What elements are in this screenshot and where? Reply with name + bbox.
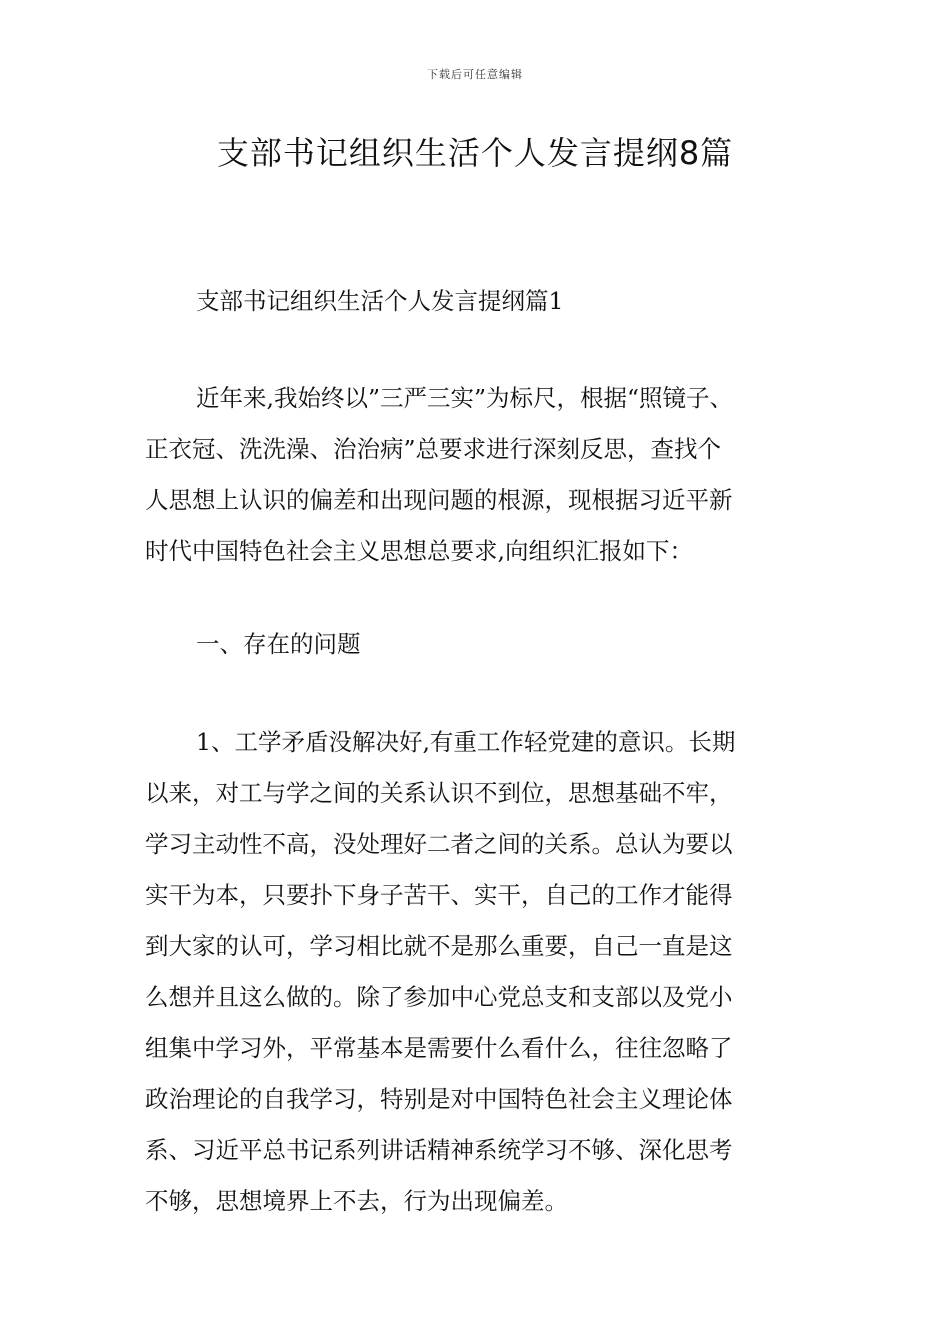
paragraph-line: 人思想上认识的偏差和出现问题的根源，现根据习近平新 xyxy=(145,486,733,514)
subtitle-text: 支部书记组织生活个人发言提纲篇1 xyxy=(196,287,564,315)
section-heading xyxy=(145,619,815,670)
paragraph-line: 组集中学习外，平常基本是需要什么看什么，往往忽略了 xyxy=(145,1034,733,1062)
paragraph-line: 系、习近平总书记系列讲话精神系统学习不够、深化思考 xyxy=(145,1136,733,1164)
section-subtitle xyxy=(145,276,815,327)
paragraph-line: 时代中国特色社会主义思想总要求,向组织汇报如下： xyxy=(145,537,693,565)
paragraph-line: 以来，对工与学之间的关系认识不到位，思想基础不牢， xyxy=(145,779,733,807)
paragraph-line: 学习主动性不高，没处理好二者之间的关系。总认为要以 xyxy=(145,830,733,858)
paragraph-line: 么想并且这么做的。除了参加中心党总支和支部以及党小 xyxy=(145,983,733,1011)
header-note: 下载后可任意编辑 xyxy=(427,68,523,81)
paragraph-line: 实干为本，只要扑下身子苦干、实干，自己的工作才能得 xyxy=(145,881,733,909)
paragraph-line: 1、工学矛盾没解决好,有重工作轻党建的意识。长期 xyxy=(196,728,736,756)
point-1-paragraph xyxy=(145,717,815,1227)
document-title: 支部书记组织生活个人发言提纲8篇 xyxy=(216,134,734,172)
paragraph-line: 不够，思想境界上不去，行为出现偏差。 xyxy=(145,1187,568,1215)
section-heading-text: 一、存在的问题 xyxy=(196,630,361,658)
paragraph-line: 正衣冠、洗洗澡、治治病”总要求进行深刻反思，查找个 xyxy=(145,435,722,463)
paragraph-line: 近年来,我始终以”三严三实”为标尺，根据“照镜子、 xyxy=(196,384,734,412)
paragraph-line: 到大家的认可，学习相比就不是那么重要，自己一直是这 xyxy=(145,932,733,960)
intro-paragraph xyxy=(145,373,815,577)
paragraph-line: 政治理论的自我学习，特别是对中国特色社会主义理论体 xyxy=(145,1085,733,1113)
